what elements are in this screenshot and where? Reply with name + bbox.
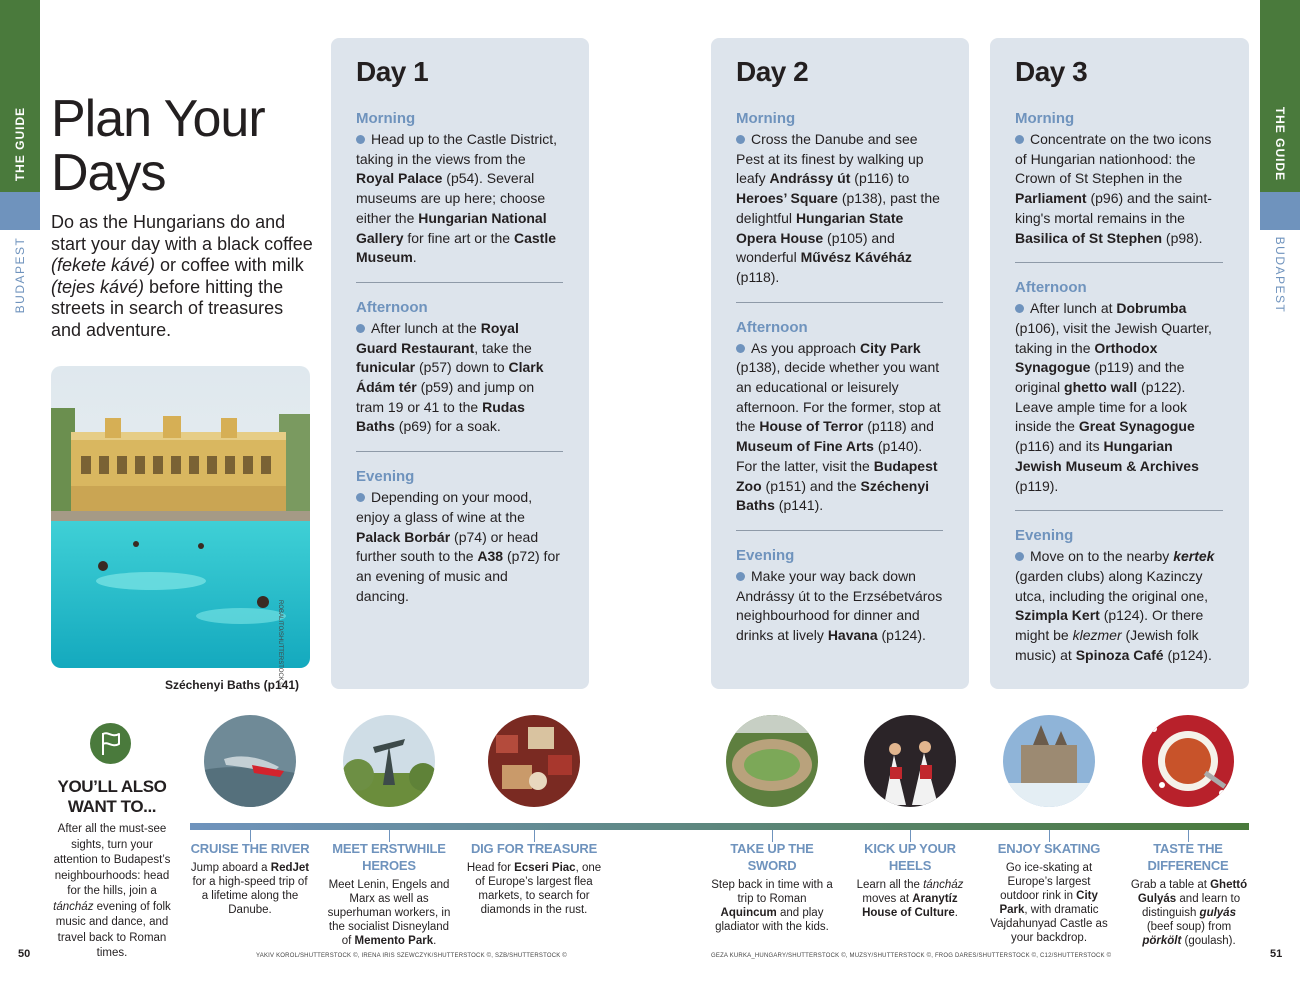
day-title: Day 3	[1015, 56, 1088, 87]
morning-heading: Morning	[736, 110, 796, 127]
feature-text: Step back in time with a trip to Roman Aquincum and play gladiator with the kids.	[711, 879, 833, 933]
day-1-card	[331, 38, 589, 689]
title-line-1: Plan Your	[51, 90, 265, 148]
day-2-card	[711, 38, 969, 689]
photo-credits-right: GEZA KURKA_HUNGARY/SHUTTERSTOCK ©, MUZSY/SHUTTERSTOCK ©, FROG DARES/SHUTTERSTOCK ©, C12/SHUTTERSTOCK ©	[711, 953, 1112, 959]
bullet-icon	[1015, 552, 1024, 561]
feature-title: ENJOY SKATING	[997, 841, 1101, 856]
feature-title: CRUISE THE RIVER	[190, 841, 310, 856]
divider	[356, 451, 563, 452]
divider	[736, 530, 943, 531]
feature-text: Go ice-skating at Europe’s largest outdoor rink in City Park, with dramatic Vajdahunyad Castle as your backdrop.	[990, 862, 1108, 944]
divider	[356, 282, 563, 283]
divider	[1015, 262, 1223, 263]
afternoon-heading: Afternoon	[1015, 279, 1087, 297]
feature-title: KICK UP YOUR HEELS	[864, 841, 956, 873]
feature-title: MEET ERSTWHILE HEROES	[332, 841, 446, 873]
title-line-2: Days	[51, 144, 166, 202]
bullet-icon	[1015, 304, 1024, 313]
morning-heading: Morning	[356, 110, 416, 127]
evening-text: Move on to the nearby kertek (garden clubs) along Kazinczy utca, including the original one, Szimpla Kert (p124). Or there might be klezmer (Jewish folk music) at Spinoza Café (p124).	[1015, 548, 1215, 663]
statue-photo	[343, 715, 435, 807]
morning-heading: Morning	[1015, 110, 1075, 127]
day-title: Day 1	[356, 56, 429, 87]
bullet-icon	[356, 324, 365, 333]
flea-market-photo	[488, 715, 580, 807]
morning-text: Cross the Danube and see Pest at its finest by walking up leafy Andrássy út (p116) to Heroes’ Square (p138), past the delightful Hungarian State Opera House (p105) and wonderful Művész Kávéház (p118).	[736, 131, 940, 285]
bullet-icon	[736, 135, 745, 144]
feature-text: Meet Lenin, Engels and Marx as well as superhuman workers, in the socialist Disneyland of Memento Park.	[327, 879, 451, 947]
intro-term-1: (fekete kávé)	[51, 255, 156, 275]
afternoon-text: After lunch at Dobrumba (p106), visit the Jewish Quarter, taking in the Orthodox Synagogue (p119) and the original ghetto wall (p122). Leave ample time for a look inside the Great Synagogue (p116) and its Hungarian Jewish Museum & Archives (p119).	[1015, 300, 1212, 494]
intro-term-2: (tejes kávé)	[51, 276, 145, 297]
day-3-card	[990, 38, 1249, 689]
day-title: Day 2	[736, 56, 809, 87]
guide-label-left: THE GUIDE	[13, 106, 27, 182]
also-text: After all the must-see sights, turn your attention to Budapest’s neighbourhoods: head for the hills, join a táncház evening of folk music and dance, and travel back to Roman times.	[53, 823, 171, 959]
baths-photo	[51, 366, 310, 668]
intro-text-3: before hitting the streets in search of treasures and adventure.	[51, 276, 284, 340]
bullet-icon	[356, 493, 365, 502]
city-tab-left	[0, 192, 40, 230]
evening-heading: Evening	[1015, 527, 1074, 545]
city-label-right: BUDAPEST	[1273, 236, 1287, 314]
speedboat-photo	[204, 715, 296, 807]
feature-title: TASTE THE DIFFERENCE	[1147, 841, 1229, 873]
feature-text: Head for Ecseri Piac, one of Europe’s largest flea markets, to search for diamonds in the rust.	[466, 862, 602, 916]
morning-text: Head up to the Castle District, taking in the views from the Royal Palace (p54). Several museums are up here; choose either the Hungarian National Gallery for fine art or the Castle Museum.	[356, 131, 557, 266]
timeline-bar	[190, 823, 1249, 830]
goulash-photo	[1142, 715, 1234, 807]
intro-text-2: or coffee with milk	[155, 255, 304, 275]
evening-heading: Evening	[356, 468, 415, 486]
amphitheatre-photo	[726, 715, 818, 807]
photo-credits-left: YAKIV KOROL/SHUTTERSTOCK ©, IRENA IRIS SZEWCZYK/SHUTTERSTOCK ©, SZB/SHUTTERSTOCK ©	[256, 953, 567, 959]
bullet-icon	[356, 135, 365, 144]
feature-text: Learn all the táncház moves at Aranytíz House of Culture.	[856, 879, 964, 919]
folk-dance-photo	[864, 715, 956, 807]
city-label-left: BUDAPEST	[13, 236, 27, 314]
page-number-left: 50	[18, 948, 31, 960]
intro-text-1: Do as the Hungarians do and start your day with a black coffee	[51, 212, 313, 254]
city-tab-right	[1260, 192, 1300, 230]
afternoon-heading: Afternoon	[356, 298, 428, 316]
photo-credit: ROBALITO/SHUTTERSTOCK ©	[277, 600, 283, 687]
feature-title: TAKE UP THE SWORD	[730, 841, 814, 873]
also-title: YOU’LL ALSO WANT TO...	[57, 777, 167, 816]
afternoon-text: After lunch at the Royal Guard Restaurant, take the funicular (p57) down to Clark Ádám tér (p59) and jump on tram 19 or 41 to the Rudas Baths (p69) for a soak.	[356, 319, 544, 435]
guide-label-right: THE GUIDE	[1273, 106, 1287, 182]
photo-caption: Széchenyi Baths (p141)	[164, 678, 299, 692]
morning-text: Concentrate on the two icons of Hungarian nationhood: the Crown of St Stephen in the Parliament (p96) and the saint-king's mortal remains in the Basilica of St Stephen (p98).	[1015, 131, 1212, 246]
page-title	[51, 92, 265, 200]
evening-text: Depending on your mood, enjoy a glass of wine at the Palack Borbár (p74) or head further south to the A38 (p72) for an evening of music and dancing.	[356, 489, 560, 604]
divider	[736, 302, 943, 303]
feature-text: Grab a table at Ghettó Gulyás and learn to distinguish gulyás (beef soup) from pörkölt (goulash).	[1130, 879, 1248, 947]
evening-heading: Evening	[736, 546, 795, 564]
afternoon-heading: Afternoon	[736, 318, 808, 336]
intro-paragraph	[51, 212, 313, 341]
castle-skating-photo	[1003, 715, 1095, 807]
afternoon-text: As you approach City Park (p138), decide whether you want an educational or leisurely afternoon. For the former, stop at the House of Terror (p118) and Museum of Fine Arts (p140). For the latter, visit the Budapest Zoo (p151) and the Széchenyi Baths (p141).	[736, 339, 941, 514]
evening-text: Make your way back down Andrássy út to the Erzsébetváros neighbourhood for dinner and drinks at lively Havana (p124).	[736, 567, 943, 644]
divider	[1015, 510, 1223, 511]
flag-icon	[90, 723, 131, 764]
feature-text: Jump aboard a RedJet for a high-speed trip of a lifetime along the Danube.	[190, 862, 310, 916]
bullet-icon	[736, 344, 745, 353]
feature-title: DIG FOR TREASURE	[470, 841, 598, 856]
bullet-icon	[1015, 135, 1024, 144]
page-number-right: 51	[1270, 948, 1283, 960]
bullet-icon	[736, 572, 745, 581]
